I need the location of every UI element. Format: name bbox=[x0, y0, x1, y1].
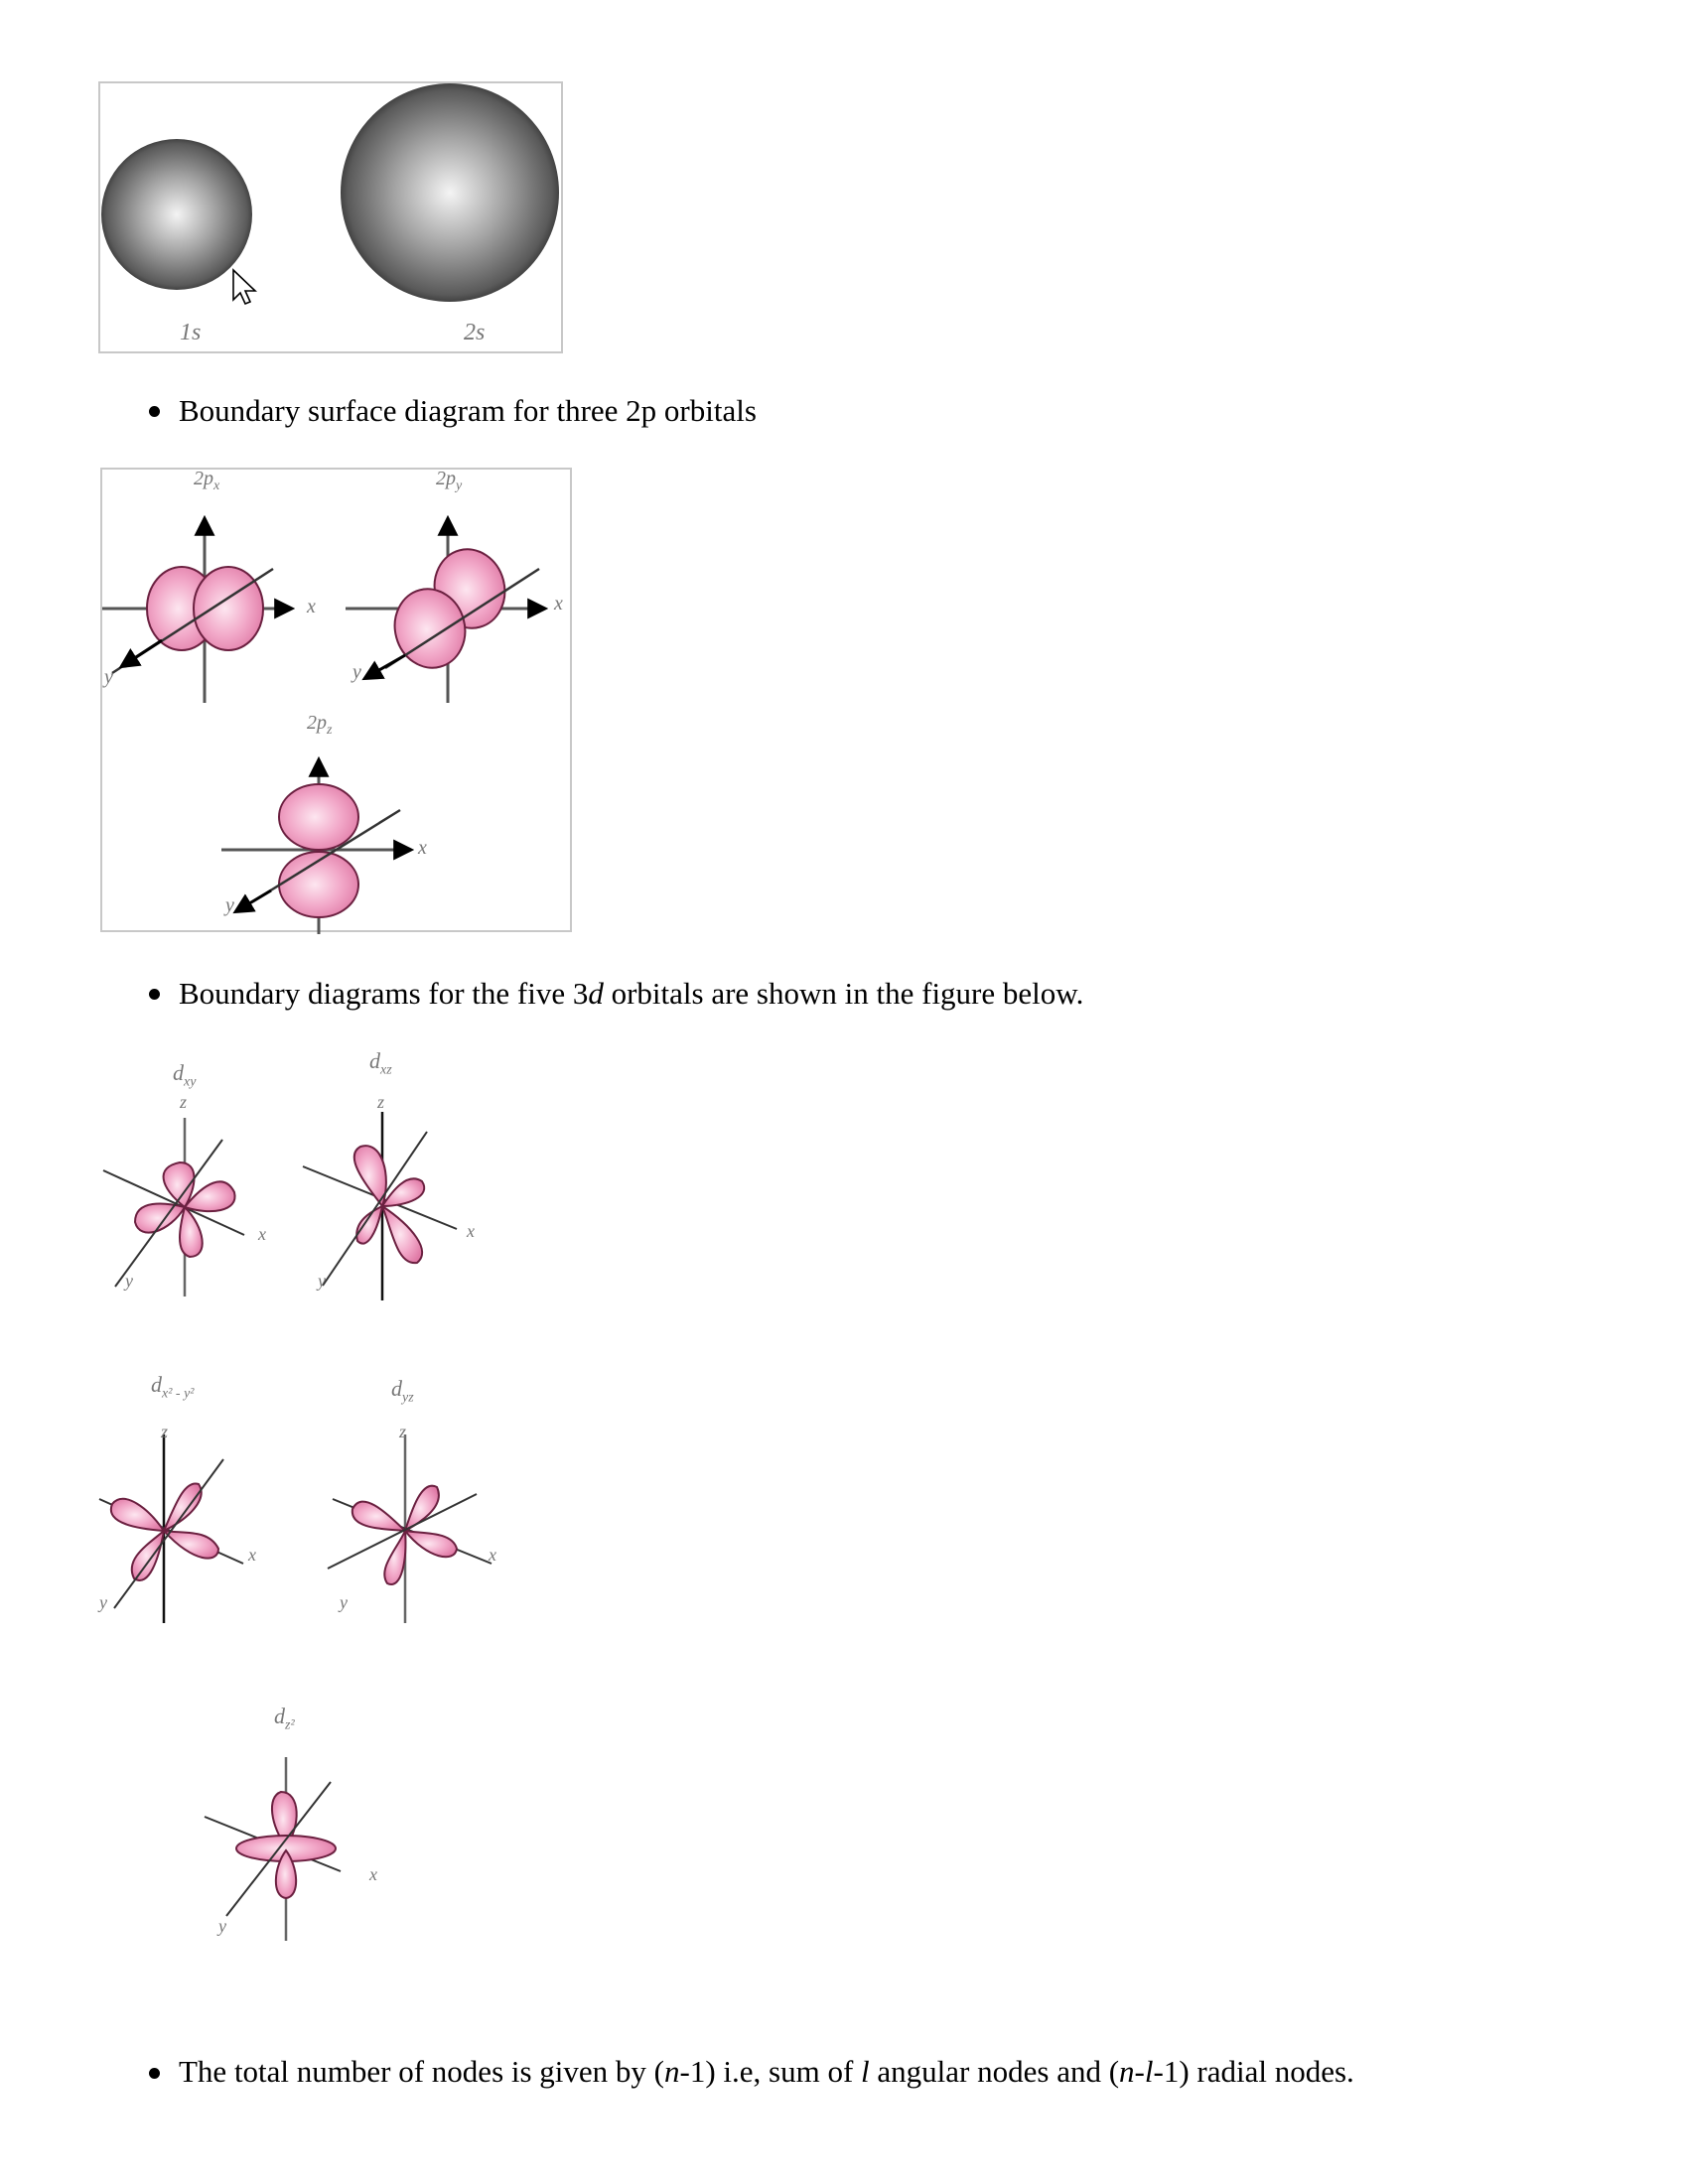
bullet-2p-caption: Boundary surface diagram for three 2p orbitals bbox=[179, 393, 757, 428]
bullet-dot bbox=[149, 989, 160, 1000]
label-dxy: $d_{xy}$ bbox=[173, 1060, 197, 1090]
axis-label-x: x bbox=[418, 837, 427, 859]
label-2py: $2p_y$ bbox=[436, 468, 463, 493]
axis-label-y: y bbox=[104, 666, 113, 688]
bullet-dot bbox=[149, 406, 160, 417]
orbital-dx2-y2-diagram bbox=[94, 1420, 313, 1638]
label-2px: $2p_x$ bbox=[194, 468, 220, 493]
axis-label-x: x bbox=[554, 593, 563, 614]
axis-label-x: x bbox=[248, 1545, 256, 1565]
axis-label-x: x bbox=[489, 1545, 496, 1565]
label-2s: 2s bbox=[464, 320, 486, 345]
axis-label-y: y bbox=[218, 1916, 226, 1936]
axis-label-z: z bbox=[161, 1422, 169, 1441]
axis-label-y: y bbox=[318, 1271, 326, 1291]
label-dyz: $d_{yz}$ bbox=[391, 1376, 414, 1406]
axis-label-y: y bbox=[99, 1592, 107, 1612]
orbital-dyz-diagram bbox=[328, 1420, 546, 1638]
axis-label-z: z bbox=[377, 1092, 385, 1112]
bullet-3d-caption: Boundary diagrams for the five 3d orbitals are shown in the figure below. bbox=[179, 976, 1084, 1011]
axis-label-y: y bbox=[352, 661, 361, 683]
axis-label-x: x bbox=[467, 1221, 475, 1241]
sphere-1s bbox=[100, 83, 565, 355]
orbital-dxz-diagram bbox=[283, 1102, 482, 1310]
axis-label-x: x bbox=[369, 1864, 377, 1884]
label-1s: 1s bbox=[180, 320, 202, 345]
bullet-nodes-statement: The total number of nodes is given by (n-1) i.e, sum of l angular nodes and (n-l-1) radial nodes. bbox=[179, 2054, 1354, 2089]
orbital-dz2-diagram bbox=[187, 1747, 385, 1966]
axis-label-z: z bbox=[399, 1422, 407, 1441]
label-2pz: $2p_z$ bbox=[307, 712, 333, 738]
s-orbitals-figure bbox=[98, 81, 563, 353]
label-dx2-y2: $d_{x^2 - y^2}$ bbox=[151, 1372, 195, 1402]
label-dz2: $d_{z^2}$ bbox=[274, 1704, 295, 1733]
axis-label-y: y bbox=[125, 1271, 133, 1291]
axis-label-z: z bbox=[180, 1092, 188, 1112]
orbital-dxy-diagram bbox=[85, 1108, 284, 1306]
orbital-2px-diagram bbox=[102, 470, 341, 708]
p-orbitals-figure bbox=[100, 468, 572, 932]
orbital-2py-diagram bbox=[346, 470, 584, 708]
label-dxz: $d_{xz}$ bbox=[369, 1048, 392, 1078]
axis-label-y: y bbox=[225, 894, 234, 916]
axis-label-x: x bbox=[307, 596, 316, 617]
bullet-dot bbox=[149, 2068, 160, 2079]
axis-label-x: x bbox=[258, 1224, 266, 1244]
axis-label-y: y bbox=[340, 1592, 348, 1612]
orbital-2pz-diagram bbox=[221, 706, 480, 934]
mouse-cursor-icon bbox=[231, 268, 261, 308]
